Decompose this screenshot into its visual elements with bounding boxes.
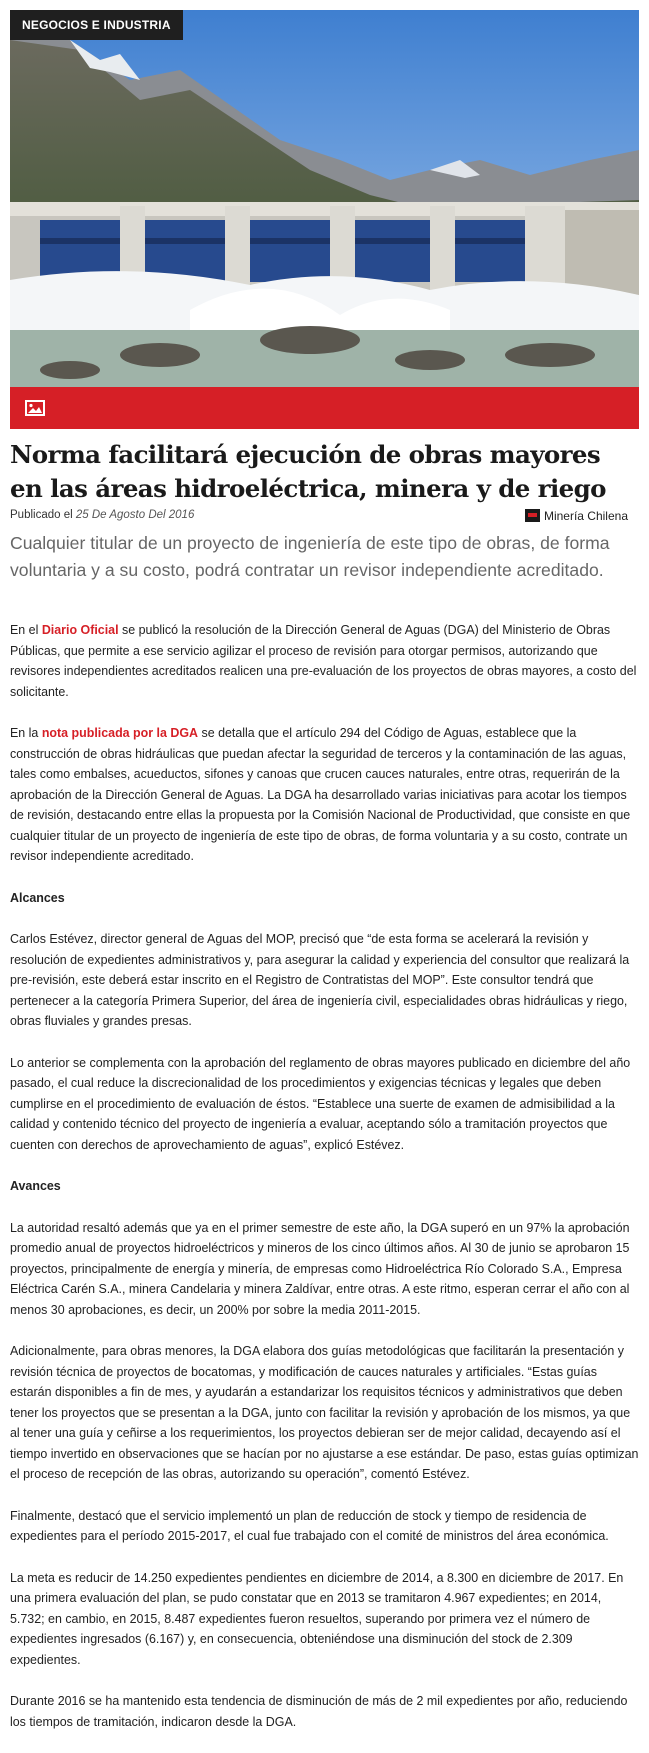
diario-oficial-link[interactable]: Diario Oficial — [41, 623, 119, 637]
article-meta — [10, 509, 640, 529]
paragraph: Finalmente, destacó que el servicio implementó un plan de reducción de stock y tiempo de residencia de expedientes para el período 2015-2017, el cual fue trabajado con el comité de ministros del área económica. — [10, 1508, 609, 1543]
published-label: Publicado el — [10, 509, 73, 521]
paragraph: La autoridad resaltó además que ya en el primer semestre de este año, la DGA superó en un 97% la aprobación promedio anual de proyectos hidroeléctricos y mineros de los cinco últimos años. Al 30 de junio se aprobaron 15 proyectos, principalmente de energía y minería, de empresas como Hidroeléctrica Río Colorado S.A., Empresa Eléctrica Carén S.A., minera Candelaria y minera Zaldívar, entre otras. A este ritmo, esperan cerrar el año con al menos 30 aprobaciones, es decir, un 200% por sobre la media 2011-2015. — [10, 1220, 630, 1317]
paragraph: Carlos Estévez, director general de Aguas del MOP, precisó que “de esta forma se acelerará la revisión y resolución de expedientes administrativos y, para asegurar la calidad y experiencia del consultor que realizará la pre-revisión, este deberá estar inscrito en el Registro de Contratistas del MOP”. Este consultor tendrá que pertenecer a la categoría Primera Superior, del área de ingeniería civil, especialidades obras hidráulicas y riego, obras fluviales y grandes presas. — [10, 932, 630, 1028]
source-name: Minería Chilena — [543, 509, 628, 523]
paragraph: La meta es reducir de 14.250 expedientes pendientes en diciembre de 2014, a 8.300 en diciembre de 2017. En una primera evaluación del plan, se pudo constatar que en 2013 se tramitaron 4.967 expedientes; en 2014, 5.732; en cambio, en 2015, 8.487 expedientes fueron resueltos, superando por primera vez el número de expedientes ingresados (6.167) y, en consecuencia, obteniéndose una disminución del stock de 2.309 expedientes. — [10, 1570, 624, 1667]
paragraph: En el Diario Oficial se publicó la resolución de la Dirección General de Aguas (DGA) del Ministerio de Obras Públicas, que permite a ese servicio agilizar el proceso de revisión para otorgar permisos, autorizando que revisores independientes acreditados realicen una pre-evaluación de los proyectos de obras mayores, a costo del solicitante. — [10, 623, 637, 699]
dga-note-link[interactable]: nota publicada por la DGA — [41, 726, 199, 740]
article-title: Norma facilitará ejecución de obras mayores en las áreas hidroeléctrica, minera y de riego — [10, 440, 606, 503]
image-gallery-icon[interactable] — [25, 400, 45, 416]
article-body — [10, 620, 639, 1753]
source-logo-icon — [525, 509, 540, 522]
gallery-bar[interactable] — [10, 387, 639, 429]
paragraph: Lo anterior se complementa con la aprobación del reglamento de obras mayores publicado en diciembre del año pasado, el cual reduce la discrecionalidad de los procedimientos y exigencias técnicas y legales que deben cumplirse en el procedimiento de evaluación de éstos. “Establece una suerte de examen de admisibilidad a la calidad y contenido técnico del proyecto de ingeniería a evaluar, aceptando sólo a tramitación proyectos que cuenten con derechos de aprovechamiento de aguas”, explicó Estévez. — [10, 1055, 631, 1152]
category-badge[interactable]: NEGOCIOS E INDUSTRIA — [10, 10, 183, 40]
section-heading-alcances: Alcances — [10, 890, 65, 905]
hero-image[interactable] — [10, 10, 639, 387]
paragraph: Adicionalmente, para obras menores, la DGA elabora dos guías metodológicas que facilitarán la presentación y revisión técnica de proyectos de bocatomas, y modificación de cauces naturales y artificiales. “Estas guías estarán disponibles a fin de mes, y ayudarán a estandarizar los requisitos técnicos y administrativos que deben tener los proyectos que se presentan a la DGA, junto con facilitar la revisión y aprobación de los mismos, ya que al tener una guía y ceñirse a los requerimientos, los proyectos debieran ser de mejor calidad, decayendo así el tiempo invertido en observaciones que se hacían por no ajustarse a ese estándar. De paso, estas guías optimizan el proceso de recepción de las obras, autorizando su operación”, comentó Estévez. — [10, 1344, 639, 1481]
article-lead: Cualquier titular de un proyecto de ingeniería de este tipo de obras, de forma voluntaria y a su costo, podrá contratar un revisor independiente acreditado. — [10, 533, 610, 580]
section-heading-avances: Avances — [10, 1179, 61, 1193]
paragraph: En la nota publicada por la DGA se detalla que el artículo 294 del Código de Aguas, establece que la construcción de obras hidráulicas que puedan afectar la seguridad de terceros y la contaminación de las aguas, tales como embalses, acueductos, sifones y canoas que crucen cauces naturales, entre otras, requerirán de la aprobación de la Dirección General de Aguas. La DGA ha desarrollado varias iniciativas para acotar los tiempos de revisión, destacando entre ellas la propuesta por la Comisión Nacional de Productividad, que consiste en que cualquier titular de un proyecto de ingeniería de este tipo de obras, de forma voluntaria y a su costo, contrate un revisor independiente acreditado. — [10, 726, 631, 863]
published-date: 25 De Agosto Del 2016 — [75, 509, 195, 521]
source-link[interactable] — [525, 509, 628, 523]
paragraph: Durante 2016 se ha mantenido esta tendencia de disminución de más de 2 mil expedientes por año, reduciendo los tiempos de tramitación, indicaron desde la DGA. — [10, 1694, 628, 1729]
